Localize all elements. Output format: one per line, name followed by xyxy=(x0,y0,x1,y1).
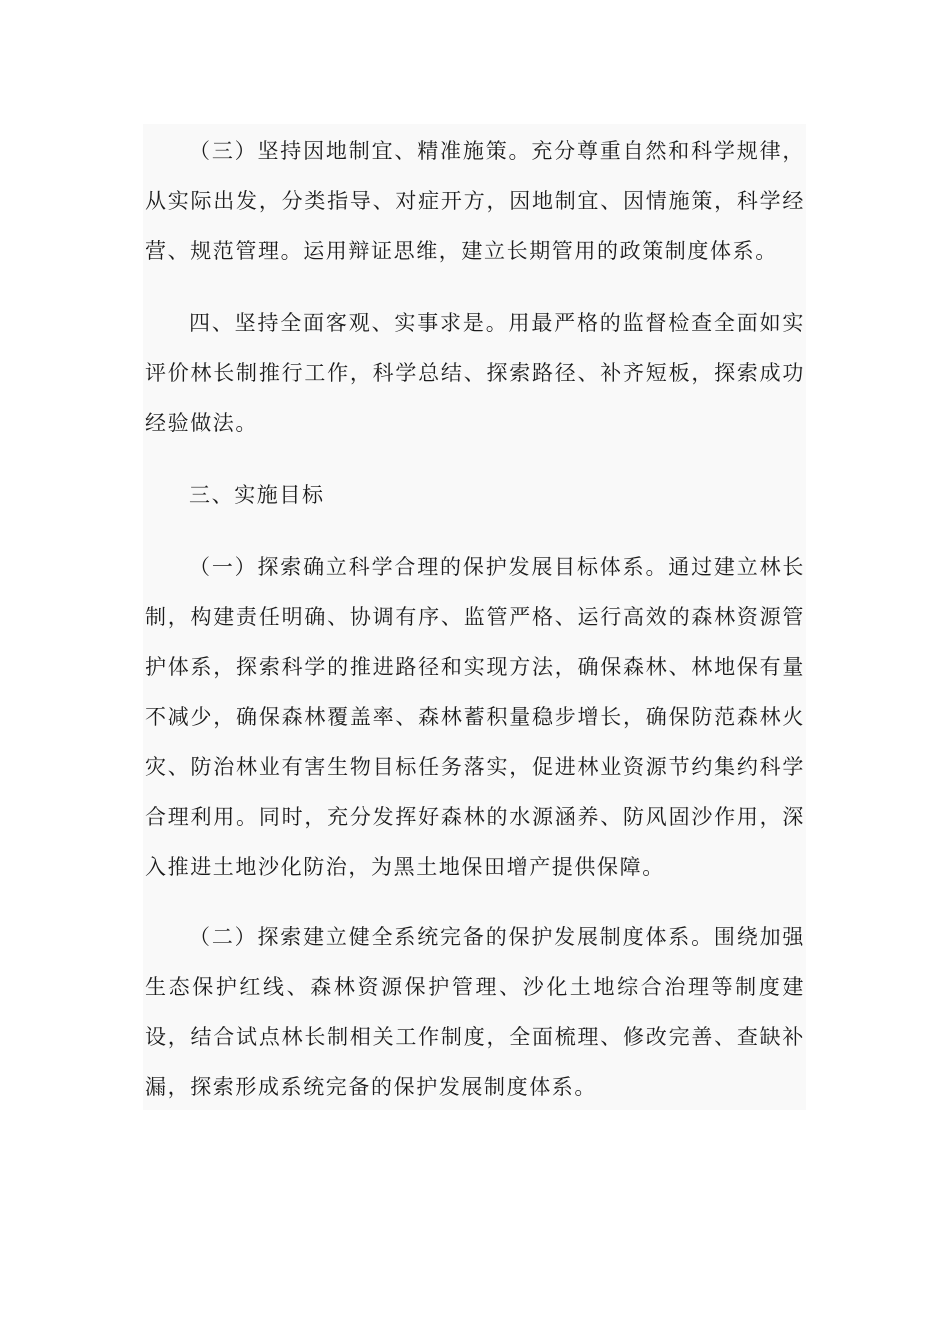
paragraph-goal-two: （二）探索建立健全系统完备的保护发展制度体系。围绕加强生态保护红线、森林资源保护管理、沙化土地综合治理等制度建设，结合试点林长制相关工作制度，全面梳理、修改完善、查缺补漏，探索形成系统完备的保护发展制度体系。 xyxy=(145,925,805,1099)
section-heading-goals: 三、实施目标 xyxy=(189,483,325,507)
paragraph-principle-four: 四、坚持全面客观、实事求是。用最严格的监督检查全面如实评价林长制推行工作，科学总结、探索路径、补齐短板，探索成功经验做法。 xyxy=(145,311,805,435)
paragraph-principle-three: （三）坚持因地制宜、精准施策。充分尊重自然和科学规律，从实际出发，分类指导、对症开方，因地制宜、因情施策，科学经营、规范管理。运用辩证思维，建立长期管用的政策制度体系。 xyxy=(145,139,805,263)
paragraph-goal-one: （一）探索确立科学合理的保护发展目标体系。通过建立林长制，构建责任明确、协调有序、监管严格、运行高效的森林资源管护体系，探索科学的推进路径和实现方法，确保森林、林地保有量不减少，确保森林覆盖率、森林蓄积量稳步增长，确保防范森林火灾、防治林业有害生物目标任务落实，促进林业资源节约集约科学合理利用。同时，充分发挥好森林的水源涵养、防风固沙作用，深入推进土地沙化防治，为黑土地保田增产提供保障。 xyxy=(145,555,805,879)
